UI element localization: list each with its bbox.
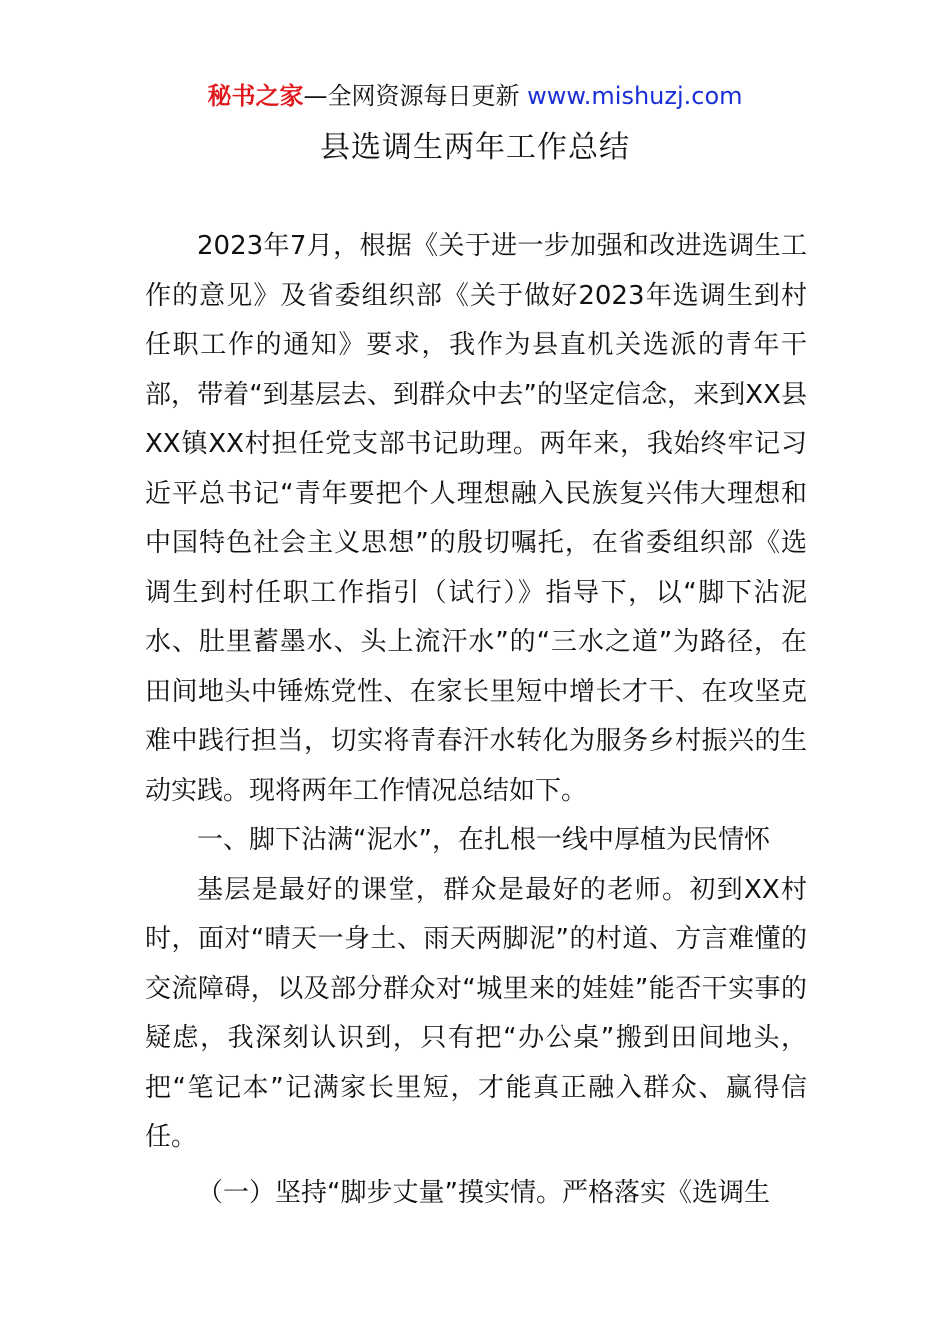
section-heading-1: 一、脚下沾满“泥水”，在扎根一线中厚植为民情怀: [197, 825, 770, 855]
site-header: [0, 80, 950, 112]
document-body: [145, 222, 807, 1218]
site-brand: 秘书之家: [207, 82, 304, 110]
paragraph-intro: 2023年7月，根据《关于进一步加强和改进选调生工作的意见》及省委组织部《关于做好2023年选调生到村任职工作的通知》要求，我作为县直机关选派的青年干部，带着“到基层去、到群众中去”的坚定信念，来到XX县XX镇XX村担任党支部书记助理。两年来，我始终牢记习近平总书记“青年要把个人理想融入民族复兴伟大理想和中国特色社会主义思想”的殷切嘱托，在省委组织部《选调生到村任职工作指引（试行）》指导下，以“脚下沾泥水、肚里蓄墨水、头上流汗水”的“三水之道”为路径，在田间地头中锤炼党性、在家长里短中增长才干、在攻坚克难中践行担当，切实将青春汗水转化为服务乡村振兴的生动实践。现将两年工作情况总结如下。: [145, 231, 807, 806]
subsection-heading-1: （一）坚持“脚步丈量”摸实情。严格落实《选调生: [197, 1177, 770, 1208]
document-title: 县选调生两年工作总结: [320, 130, 630, 165]
site-url-link[interactable]: www.mishuzj.com: [527, 82, 743, 110]
site-tagline: —全网资源每日更新: [303, 82, 528, 110]
paragraph-section-1: 基层是最好的课堂，群众是最好的老师。初到XX村时，面对“晴天一身土、雨天两脚泥”的村道、方言难懂的交流障碍，以及部分群众对“城里来的娃娃”能否干实事的疑虑，我深刻认识到，只有把“办公桌”搬到田间地头，把“笔记本”记满家长里短，才能真正融入群众、赢得信任。: [145, 874, 807, 1152]
